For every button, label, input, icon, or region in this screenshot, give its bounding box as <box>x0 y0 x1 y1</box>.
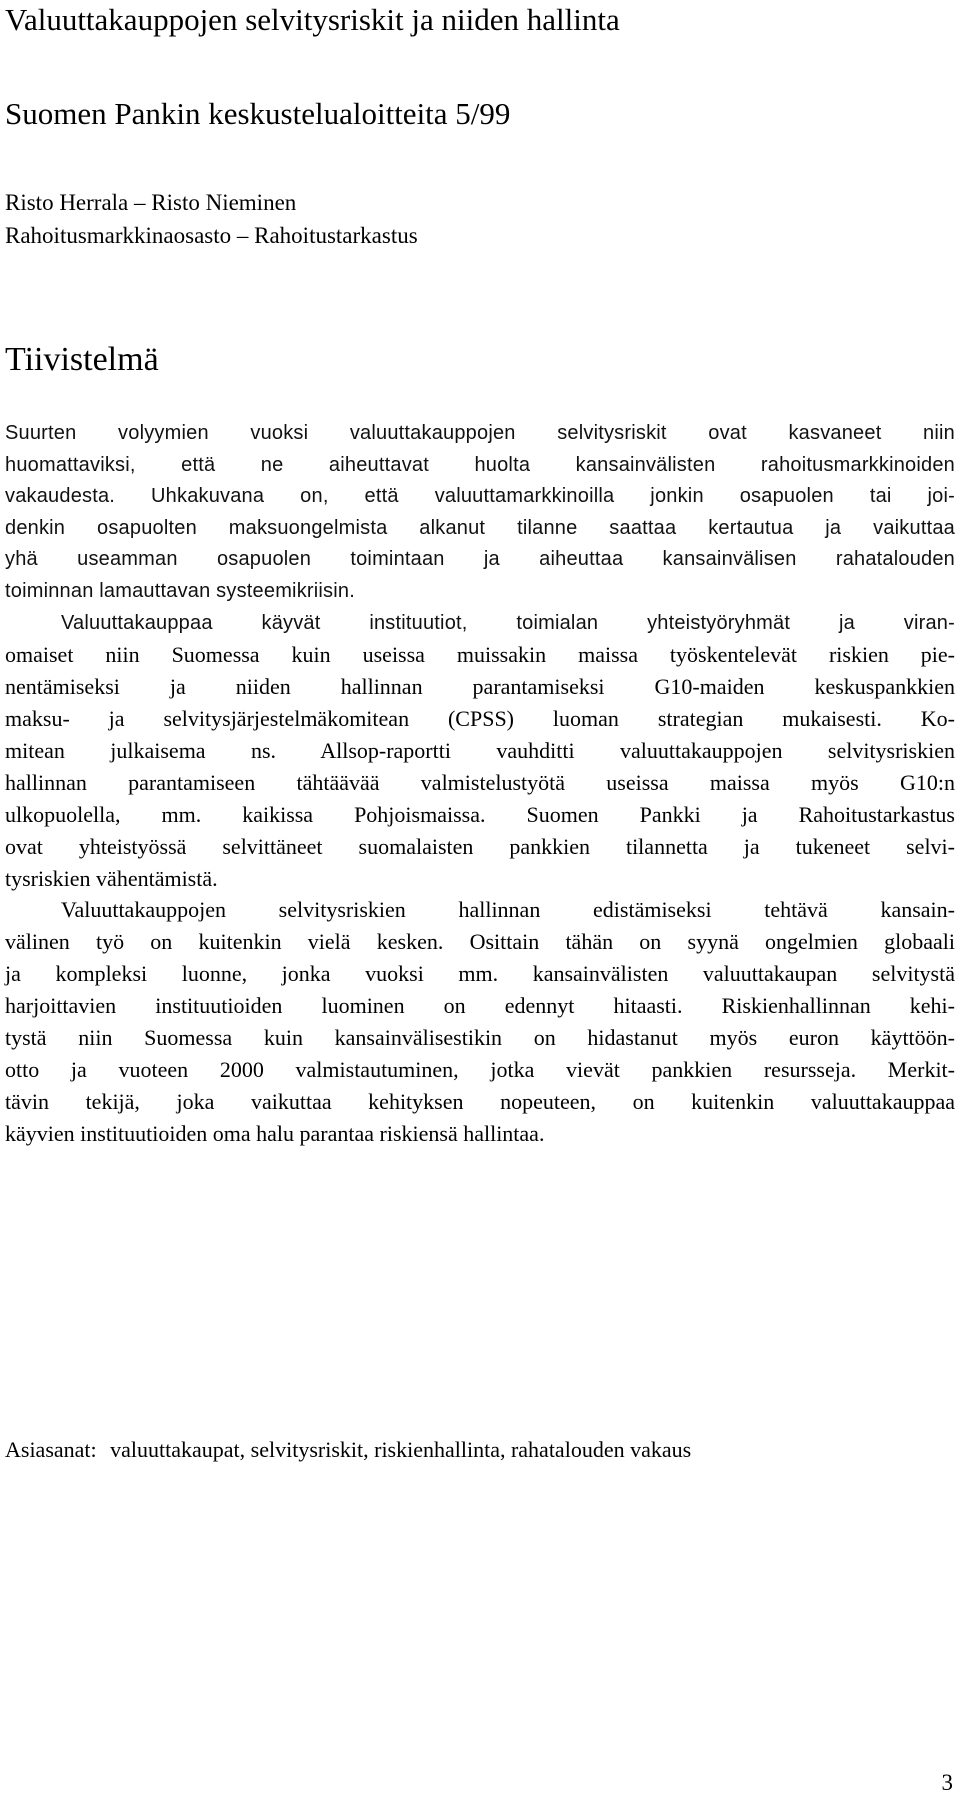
departments: Rahoitusmarkkinaosasto – Rahoitustarkastus <box>5 223 418 248</box>
abstract-line: ja kompleksi luonne, jonka vuoksi mm. kansainvälisten valuuttakaupan selvitystä <box>5 961 955 987</box>
abstract-line: Suurten volyymien vuoksi valuuttakauppojen selvitysriskit ovat kasvaneet niin <box>5 422 955 444</box>
abstract-line: otto ja vuoteen 2000 valmistautuminen, jotka vievät pankkien resursseja. Merkit- <box>5 1056 955 1082</box>
abstract-line: maksu- ja selvitysjärjestelmäkomitean (CPSS) luoman strategian mukaisesti. Ko- <box>5 705 955 731</box>
abstract-line: Valuuttakauppojen selvitysriskien hallinnan edistämiseksi tehtävä kansain- <box>61 897 955 923</box>
abstract-line: käyvien instituutioiden oma halu parantaa riskiensä hallintaa. <box>5 1120 545 1146</box>
authors: Risto Herrala – Risto Nieminen <box>5 190 297 215</box>
abstract-line: toiminnan lamauttavan systeemikriisin. <box>5 579 355 602</box>
author-block <box>5 186 418 252</box>
keywords-line <box>5 1435 691 1465</box>
abstract-line: ovat yhteistyössä selvittäneet suomalaisten pankkien tilannetta ja tukeneet selvi- <box>5 833 955 859</box>
abstract-line: Valuuttakauppaa käyvät instituutiot, toimialan yhteistyöryhmät ja viran- <box>61 611 955 634</box>
abstract-text <box>5 418 955 1150</box>
abstract-line: omaiset niin Suomessa kuin useissa muissakin maissa työskentelevät riskien pie- <box>5 642 955 668</box>
page-number: 3 <box>941 1770 953 1795</box>
abstract-line: tystä niin Suomessa kuin kansainvälisestikin on hidastanut myös euron käyttöön- <box>5 1025 955 1051</box>
keywords: valuuttakaupat, selvitysriskit, riskienhallinta, rahatalouden vakaus <box>110 1437 692 1462</box>
abstract-line: huomattaviksi, että ne aiheuttavat huolta kansainvälisten rahoitusmarkkinoiden <box>5 453 955 476</box>
abstract-line: ulkopuolella, mm. kaikissa Pohjoismaissa. Suomen Pankki ja Rahoitustarkastus <box>5 801 955 827</box>
abstract-line: yhä useamman osapuolen toimintaan ja aiheuttaa kansainvälisen rahatalouden <box>5 548 955 571</box>
abstract-line: denkin osapuolten maksuongelmista alkanut tilanne saattaa kertautua ja vaikuttaa <box>5 516 955 539</box>
abstract-line: harjoittavien instituutioiden luominen on edennyt hitaasti. Riskienhallinnan kehi- <box>5 993 955 1019</box>
document-title: Valuuttakauppojen selvitysriskit ja niiden hallinta <box>5 2 620 37</box>
abstract-line: tävin tekijä, joka vaikuttaa kehityksen nopeuteen, on kuitenkin valuuttakauppaa <box>5 1088 955 1114</box>
series-title: Suomen Pankin keskustelualoitteita 5/99 <box>5 96 511 131</box>
abstract-line: välinen työ on kuitenkin vielä kesken. Osittain tähän on syynä ongelmien globaali <box>5 929 955 955</box>
abstract-line: tysriskien vähentämistä. <box>5 865 218 891</box>
abstract-line: vakaudesta. Uhkakuvana on, että valuuttamarkkinoilla jonkin osapuolen tai joi- <box>5 485 955 508</box>
abstract-line: hallinnan parantamiseen tähtäävää valmistelustyötä useissa maissa myös G10:n <box>5 769 955 795</box>
section-heading: Tiivistelmä <box>5 341 159 378</box>
keywords-label: Asiasanat: <box>5 1437 97 1462</box>
abstract-line: nentämiseksi ja niiden hallinnan parantamiseksi G10-maiden keskuspankkien <box>5 674 955 700</box>
abstract-line: mitean julkaisema ns. Allsop-raportti vauhditti valuuttakauppojen selvitysriskien <box>5 737 955 763</box>
